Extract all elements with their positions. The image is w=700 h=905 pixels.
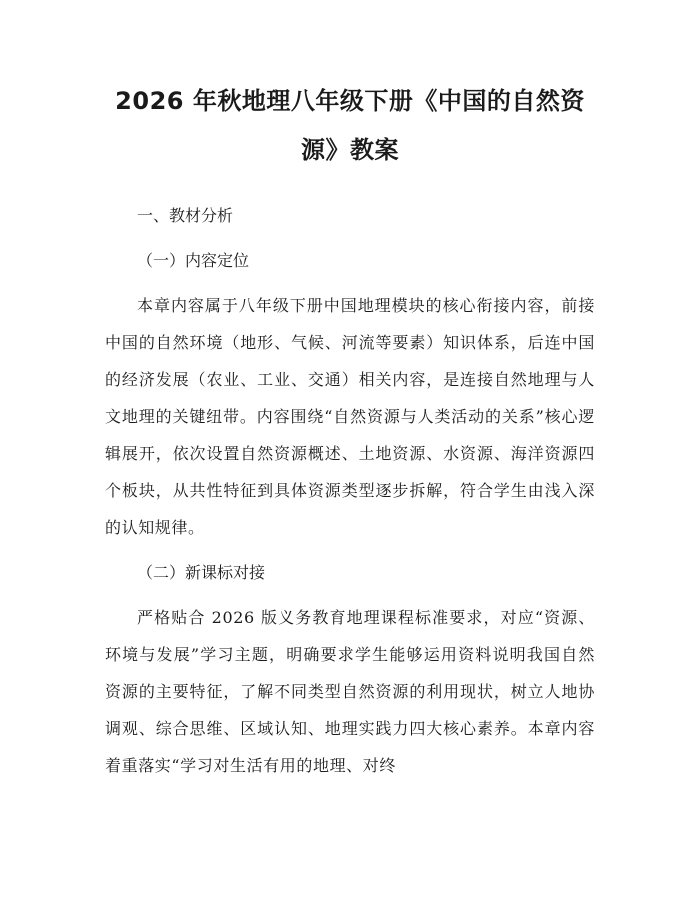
title-line-1: 2026 年秋地理八年级下册《中国的自然资 [115, 87, 585, 115]
subsection-heading-content-positioning: （一）内容定位 [137, 251, 250, 270]
document-title [105, 77, 595, 175]
section-heading-textbook-analysis: 一、教材分析 [137, 206, 234, 225]
subsection-heading-curriculum-alignment: （二）新课标对接 [137, 563, 266, 582]
paragraph-curriculum-alignment: 严格贴合 2026 版义务教育地理课程标准要求，对应“资源、环境与发展”学习主题，明确要求学生能够运用资料说明我国自然资源的主要特征，了解不同类型自然资源的利用现状，树立人地协调观、综合思维、区域认知、地理实践力四大核心素养。本章内容着重落实“学习对生活有用的地理、对终 [105, 608, 595, 775]
title-line-2: 源》教案 [301, 136, 399, 164]
paragraph-content-positioning: 本章内容属于八年级下册中国地理模块的核心衔接内容，前接中国的自然环境（地形、气候、河流等要素）知识体系，后连中国的经济发展（农业、工业、交通）相关内容，是连接自然地理与人文地理的关键纽带。内容围绕“自然资源与人类活动的关系”核心逻辑展开，依次设置自然资源概述、土地资源、水资源、海洋资源四个板块，从共性特征到具体资源类型逐步拆解，符合学生由浅入深的认知规律。 [105, 296, 595, 537]
